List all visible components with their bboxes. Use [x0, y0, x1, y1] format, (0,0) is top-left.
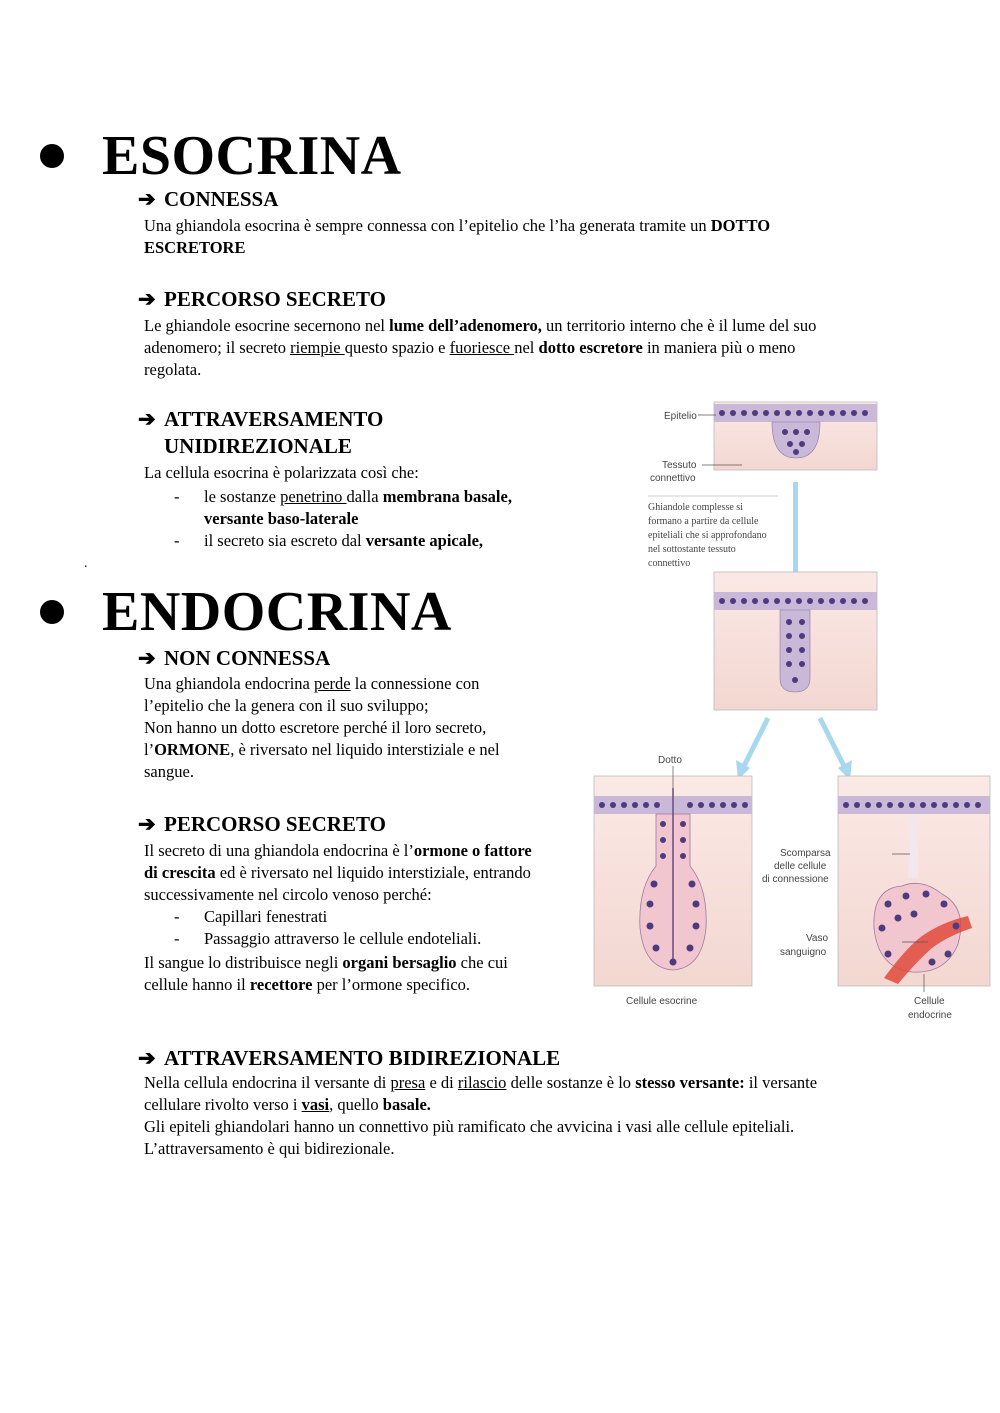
caption-line: formano a partire da cellule [648, 516, 759, 527]
list-item: - le sostanze penetrino dalla membrana basale, versante baso-laterale [174, 487, 512, 528]
label-cellule-endocrine: endocrine [908, 1010, 952, 1021]
label-epitelio: Epitelio [664, 411, 697, 422]
paragraph-non-connessa: Una ghiandola endocrina perde la connessione con l’epitelio che la genera con il suo sviluppo; Non hanno un dotto escretore perché il loro secreto, l’ORMONE, è riversato nel liquido interstiziale e nel sangue. [144, 674, 500, 781]
gland-development-figure [592, 388, 992, 1028]
caption-line: nel sottostante tessuto [648, 544, 736, 555]
panel-invagination [714, 572, 877, 710]
paragraph-attraversamento-intro: La cellula esocrina è polarizzata così che: [144, 463, 419, 482]
bullet-icon [40, 144, 64, 168]
panel-epithelium [698, 402, 877, 470]
stray-dot: . [84, 556, 88, 571]
label-dotto: Dotto [658, 755, 682, 766]
list-item: - il secreto sia escreto dal versante apicale, [174, 531, 484, 550]
paragraph-organi-bersaglio: Il sangue lo distribuisce negli organi bersaglio che cui cellule hanno il recettore per l’ormone specifico. [144, 953, 508, 994]
list-item: - Passaggio attraverso le cellule endoteliali. [174, 929, 482, 948]
caption-line: epiteliali che si approfondano [648, 530, 767, 541]
label-vaso: sanguigno [780, 947, 827, 958]
arrow-right-icon: ➔ [138, 287, 156, 311]
label-scomparsa: di connessione [762, 874, 829, 885]
label-cellule-esocrine: Cellule esocrine [626, 996, 698, 1007]
label-connettivo: connettivo [650, 473, 696, 484]
label-tessuto: Tessuto [662, 460, 697, 471]
label-vaso: Vaso [806, 933, 829, 944]
label-scomparsa: Scomparsa [780, 848, 831, 859]
subheading-attraversamento-bidirezionale: ➔ ATTRAVERSAMENTO BIDIREZIONALE [138, 1046, 561, 1070]
paragraph-percorso-endocrina: Il secreto di una ghiandola endocrina è l’ormone o fattore di crescita ed è riversato nel liquido interstiziale, entrando successivamente nel circolo venoso perché: [144, 841, 532, 904]
panel-endocrine-gland [838, 776, 990, 992]
arrow-right-icon: ➔ [138, 1046, 156, 1070]
caption-line: connettivo [648, 558, 691, 569]
section-title: ENDOCRINA [102, 581, 452, 643]
paragraph-percorso-esocrina: Le ghiandole esocrine secernono nel lume dell’adenomero, un territorio interno che è il lume del suo adenomero; il secreto riempie questo spazio e fuoriesce nel dotto escretore in maniera più o meno regolata. [144, 316, 817, 379]
subheading-non-connessa: ➔ NON CONNESSA [138, 646, 331, 670]
arrow-right-icon: ➔ [138, 187, 156, 211]
caption-line: Ghiandole complesse si [648, 502, 743, 513]
section-esocrina-heading [40, 124, 402, 188]
subheading-percorso-endocrina: ➔ PERCORSO SECRETO [138, 812, 386, 836]
subheading-percorso-esocrina: ➔ PERCORSO SECRETO [138, 287, 386, 311]
list-item: - Capillari fenestrati [174, 907, 328, 926]
label-scomparsa: delle cellule [774, 861, 827, 872]
arrow-right-icon: ➔ [138, 407, 156, 431]
section-title: ESOCRINA [102, 125, 402, 187]
paragraph-connessa: Una ghiandola esocrina è sempre connessa con l’epitelio che l’ha generata tramite un DOTTO ESCRETORE [144, 216, 771, 257]
label-cellule-endocrine: Cellule [914, 996, 945, 1007]
subheading-connessa: ➔ CONNESSA [138, 187, 279, 211]
arrow-right-icon: ➔ [138, 646, 156, 670]
arrow-branch-icon [736, 718, 852, 780]
paragraph-attraversamento-bidirezionale: Nella cellula endocrina il versante di presa e di rilascio delle sostanze è lo stesso versante: il versante cellulare rivolto verso i vasi, quello basale. Gli epiteli ghiandolari hanno un connettivo più ramificato che avvicina i vasi alle cellule epiteliali. L’attraversamento è qui bidirezionale. [144, 1073, 818, 1158]
section-endocrina-heading [40, 580, 452, 644]
subheading-attraversamento-unidirezionale: ➔ ATTRAVERSAMENTO UNIDIREZIONALE [138, 407, 384, 458]
arrow-right-icon: ➔ [138, 812, 156, 836]
panel-exocrine-gland [594, 766, 752, 986]
bullet-icon [40, 600, 64, 624]
